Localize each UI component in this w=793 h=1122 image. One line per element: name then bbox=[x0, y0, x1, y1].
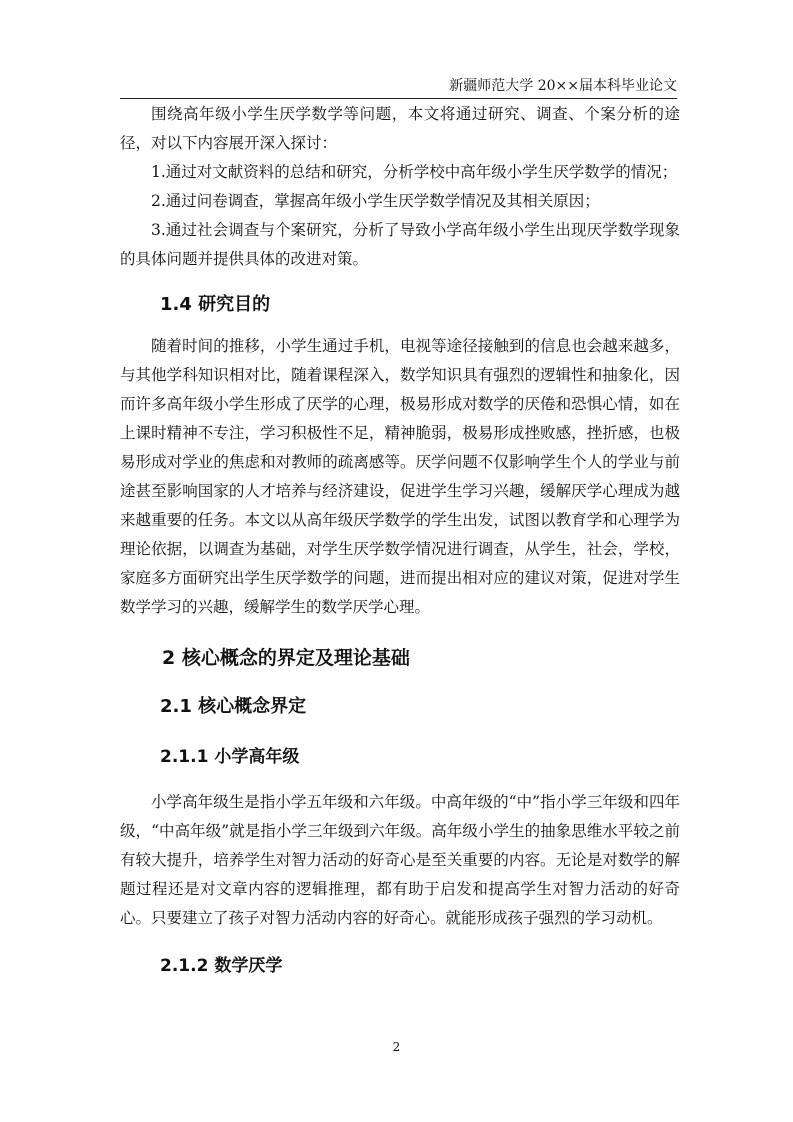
intro-list-item-3: 3.通过社会调查与个案研究，分析了导致小学高年级小学生出现厌学数学现象的具体问题并提供具体的改进对策。 bbox=[120, 221, 680, 268]
intro-list-item-2: 2.通过问卷调查，掌握高年级小学生厌学数学情况及其相关原因； bbox=[151, 192, 600, 210]
intro-list-item-1: 1.通过对文献资料的总结和研究，分析学校中高年级小学生厌学数学的情况； bbox=[151, 163, 678, 181]
section-2-1-2-heading: 2.1.2 数学厌学 bbox=[160, 956, 283, 976]
section-2-1-1-paragraph: 小学高年级生是指小学五年级和六年级。中高年级的“中”指小学三年级和四年级，“中高年级”就是指小学三年级到六年级。高年级小学生的抽象思维水平较之前有较大提升，培养学生对智力活动的好奇心是至关重要的内容。无论是对数学的解题过程还是对文章内容的逻辑推理，都有助于启发和提高学生对智力活动的好奇心。只要建立了孩子对智力活动内容的好奇心。就能形成孩子强烈的学习动机。 bbox=[120, 793, 680, 927]
section-1-4-heading: 1.4 研究目的 bbox=[160, 294, 271, 315]
page-body bbox=[120, 100, 680, 979]
section-2-1-heading: 2.1 核心概念界定 bbox=[160, 696, 307, 717]
intro-paragraph: 围绕高年级小学生厌学数学等问题，本文将通过研究、调查、个案分析的途径，对以下内容展开深入探讨： bbox=[120, 105, 680, 152]
chapter-2-heading: 2 核心概念的界定及理论基础 bbox=[162, 647, 410, 669]
section-2-1-1-heading: 2.1.1 小学高年级 bbox=[160, 747, 300, 767]
page-number: 2 bbox=[392, 1040, 401, 1054]
running-header: 新疆师范大学 20××届本科毕业论文 bbox=[120, 76, 677, 99]
section-1-4-paragraph: 随着时间的推移，小学生通过手机，电视等途径接触到的信息也会越来越多，与其他学科知识相对比，随着课程深入，数学知识具有强烈的逻辑性和抽象化，因而许多高年级小学生形成了厌学的心理，极易形成对数学的厌倦和恐惧心情，如在上课时精神不专注，学习积极性不足，精神脆弱，极易形成挫败感，挫折感，也极易形成对学业的焦虑和对教师的疏离感等。厌学问题不仅影响学生个人的学业与前途甚至影响国家的人才培养与经济建设，促进学生学习兴趣，缓解厌学心理成为越来越重要的任务。本文以从高年级厌学数学的学生出发，试图以教育学和心理学为理论依据，以调查为基础，对学生厌学数学情况进行调查，从学生，社会，学校，家庭多方面研究出学生厌学数学的问题，进而提出相对应的建议对策，促进对学生数学学习的兴趣，缓解学生的数学厌学心理。 bbox=[120, 337, 680, 616]
